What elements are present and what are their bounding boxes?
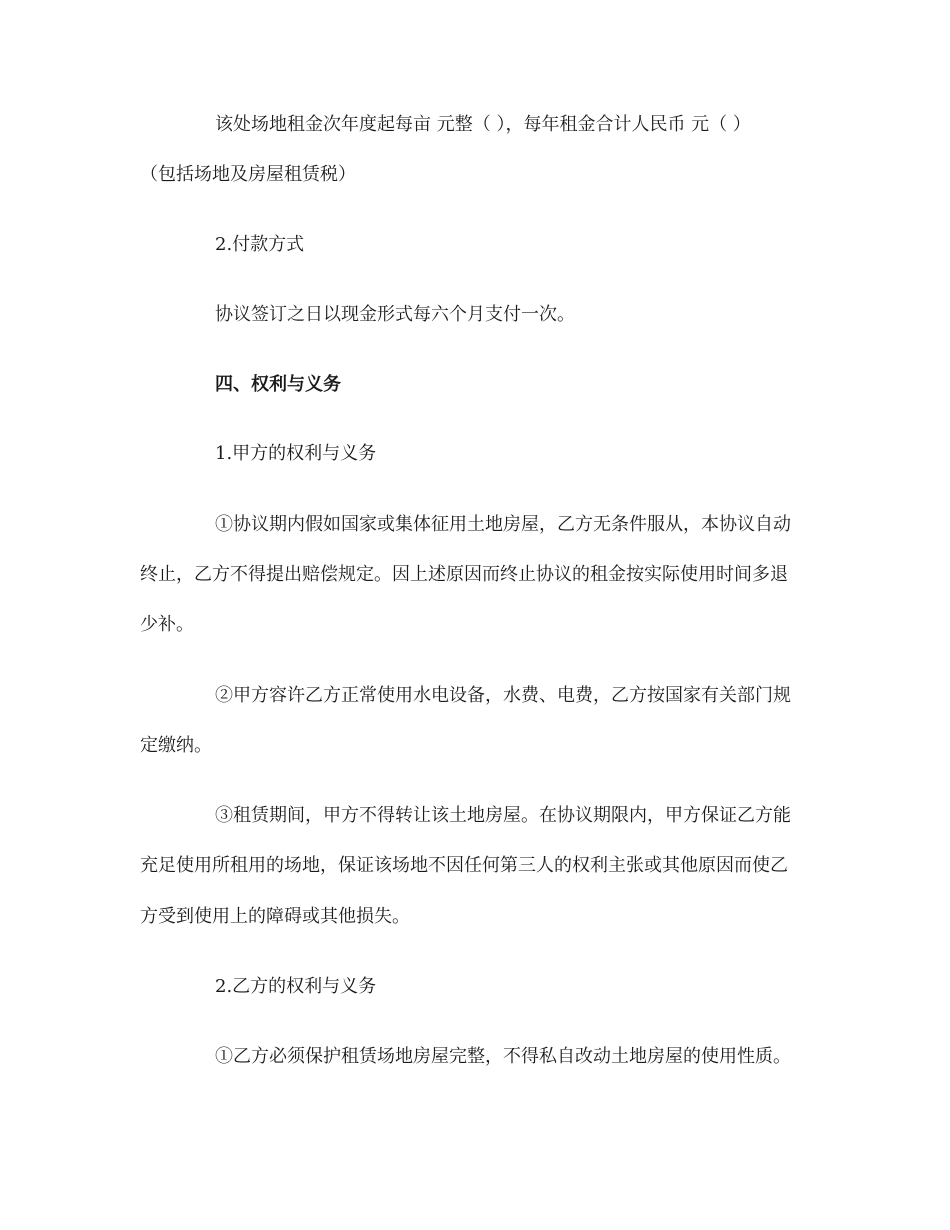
rent-amount-line: 该处场地租金次年度起每亩 元整（ ），每年租金合计人民币 元（ ）: [215, 114, 751, 135]
party-a-item-1-line-1: ①协议期内假如国家或集体征用土地房屋，乙方无条件服从，本协议自动: [215, 514, 791, 535]
party-a-item-1-line-2: 终止，乙方不得提出赔偿规定。因上述原因而终止协议的租金按实际使用时间多退: [140, 564, 788, 585]
payment-method-text: 协议签订之日以现金形式每六个月支付一次。: [215, 304, 575, 325]
rent-amount-note: （包括场地及房屋租赁税）: [140, 164, 356, 185]
party-b-item-1: ①乙方必须保护租赁场地房屋完整，不得私自改动土地房屋的使用性质。: [215, 1046, 791, 1067]
party-a-item-2-line-1: ②甲方容许乙方正常使用水电设备，水费、电费，乙方按国家有关部门规: [215, 685, 791, 706]
party-a-item-3-line-3: 方受到使用上的障碍或其他损失。: [140, 906, 410, 927]
party-a-item-3-line-2: 充足使用所租用的场地，保证该场地不因任何第三人的权利主张或其他原因而使乙: [140, 855, 788, 876]
party-b-heading: 2.乙方的权利与义务: [215, 976, 377, 997]
party-a-item-3-line-1: ③租赁期间，甲方不得转让该土地房屋。在协议期限内，甲方保证乙方能: [215, 805, 791, 826]
section-heading-rights: 四、权利与义务: [215, 374, 341, 395]
payment-method-heading: 2.付款方式: [215, 234, 305, 255]
party-a-item-1-line-3: 少补。: [140, 614, 194, 635]
party-a-heading: 1.甲方的权利与义务: [215, 443, 377, 464]
party-a-item-2-line-2: 定缴纳。: [140, 735, 212, 756]
